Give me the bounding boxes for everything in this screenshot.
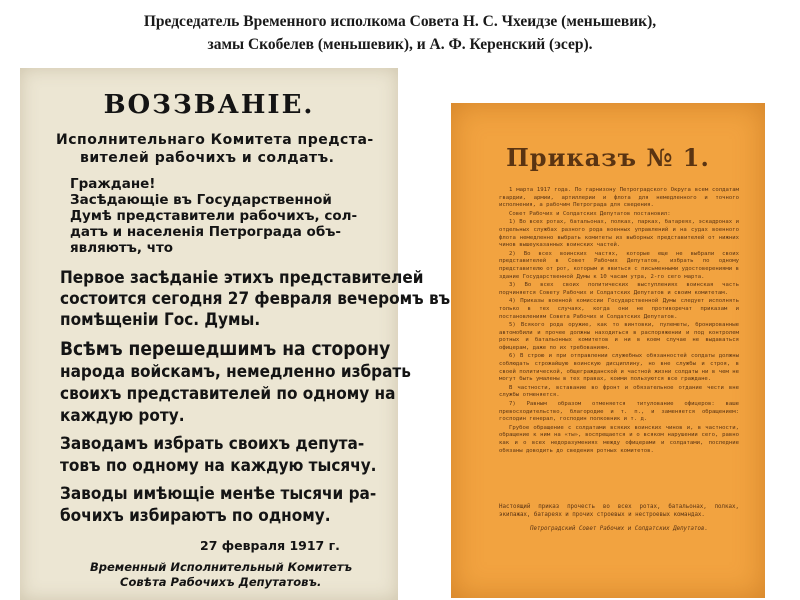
- appeal-call-line: являютъ, что: [70, 240, 174, 256]
- appeal-signature-line: Временный Исполнительный Комитетъ: [90, 560, 353, 574]
- order-paragraph: 6) В строю и при отправлении служебных обязанностей солдаты должны соблюдать строжайшую воинскую дисциплину, но вне службы и строя, в своей политической, общегражданской и частной жизни солдаты ни в чем не могут быть умалены в тех правах, коими пользуются все граждане.: [499, 353, 739, 383]
- appeal-block4-line: Заводы имѣющіе менѣе тысячи ра-: [60, 484, 377, 504]
- appeal-subtitle-line: вителей рабочихъ и солдатъ.: [80, 150, 335, 166]
- order-no1-poster: [451, 103, 765, 598]
- appeal-block1-line: помѣщеніи Гос. Думы.: [60, 310, 261, 330]
- slide-title: [20, 10, 780, 56]
- order-paragraph: 2) Во всех воинских частях, которые еще не выбрали своих представителей в Совет Рабочих Депутатов, избрать по одному представителю от рот, которым и явиться с письменными удостоверениями в здание Государственной Думы к 10 часам утра, 2-го сего марта.: [499, 250, 739, 280]
- order-paragraph: 3) Во всех своих политических выступлениях воинская часть подчиняется Совету Рабочих и Солдатских Депутатов и своим комитетам.: [499, 282, 739, 296]
- appeal-call-line: Думѣ представители рабочихъ, сол-: [70, 208, 358, 224]
- appeal-signature-line: Совѣта Рабочихъ Депутатовъ.: [120, 575, 322, 589]
- appeal-block1-line: Первое засѣданіе этихъ представителей: [60, 268, 424, 288]
- appeal-subtitle-line: Исполнительнаго Комитета предста-: [56, 132, 374, 148]
- appeal-block4-line: бочихъ избираютъ по одному.: [60, 506, 331, 526]
- order-paragraph: 4) Приказы военной комиссии Государственной Думы следует исполнять только в тех случаях, когда они не противоречат приказам и постановлениям Совета Рабочих и Солдатских Депутатов.: [499, 298, 739, 320]
- order-paragraph: 5) Всякого рода оружие, как то винтовки, пулеметы, бронированные автомобили и прочее должны находиться в распоряжении и под контролем ротных и батальонных комитетов и ни в коем случае не выдаваться офицерам, даже по их требованиям.: [499, 322, 739, 351]
- appeal-block3-line: товъ по одному на каждую тысячу.: [60, 456, 377, 476]
- appeal-block2-line: народа войскамъ, немедленно избрать: [60, 362, 411, 382]
- order-paragraph: 1) Во всех ротах, батальонах, полках, парках, батареях, эскадронах и отдельных службах разного рода военных управлений и на судах военного флота немедленно выбрать комитеты из выборных представителей от нижних чинов вышеуказанных воинских частей.: [499, 219, 739, 249]
- order-signature: Петроградский Совет Рабочих и Солдатских Депутатов.: [530, 526, 708, 532]
- appeal-poster: [20, 68, 451, 600]
- appeal-call-line: Граждане!: [70, 176, 156, 192]
- appeal-call-line: Засѣдающіе въ Государственной: [70, 192, 332, 208]
- appeal-block2-line: каждую роту.: [60, 406, 185, 426]
- order-paragraph: 7) Равным образом отменяется титулование офицеров: ваше превосходительство, благородие и т. п., и заменяется обращением: господин генерал, господин полковник и т. д.: [499, 401, 739, 423]
- appeal-block2-line: Всѣмъ перешедшимъ на сторону: [60, 338, 391, 360]
- appeal-block3-line: Заводамъ избрать своихъ депута-: [60, 434, 365, 454]
- order-paragraph: Совет Рабочих и Солдатских Депутатов постановил:: [509, 210, 671, 217]
- slide-title-line-1: Председатель Временного исполкома Совета Н. С. Чхеидзе (меньшевик),: [143, 13, 657, 30]
- order-heading: Приказъ № 1.: [506, 143, 710, 172]
- order-body: [499, 187, 739, 456]
- slide-title-line-2: замы Скобелев (меньшевик), и А. Ф. Керенский (эсер).: [207, 36, 593, 53]
- order-footer: [499, 503, 739, 533]
- appeal-block2-line: своихъ представителей по одному на: [60, 384, 396, 404]
- appeal-block1-line: состоится сегодня 27 февраля вечеромъ въ: [60, 289, 451, 309]
- appeal-date: 27 февраля 1917 г.: [200, 538, 340, 553]
- order-paragraph: Грубое обращение с солдатами всяких воинских чинов и, в частности, обращение к ним на «ты», воспрещается и о всяком нарушении сего, равно как и о всех недоразумениях между офицерами и солдатами, последние обязаны доводить до сведения ротных комитетов.: [499, 424, 739, 454]
- appeal-heading: ВОЗЗВАНІЕ.: [103, 90, 315, 120]
- appeal-call-line: датъ и населенія Петрограда объ-: [70, 224, 342, 240]
- order-paragraph: В частности, вставание во фронт и обязательное отдание чести вне службы отменяется.: [499, 384, 739, 399]
- order-paragraph: 1 марта 1917 года. По гарнизону Петроградского Округа всем солдатам гвардии, армии, артиллерии и флота для немедленного и точного исполнения, а рабочим Петрограда для сведения.: [499, 187, 739, 209]
- order-footer-text: Настоящий приказ прочесть во всех ротах, батальонах, полках, экипажах, батареях и прочих строевых и нестроевых командах.: [499, 504, 739, 518]
